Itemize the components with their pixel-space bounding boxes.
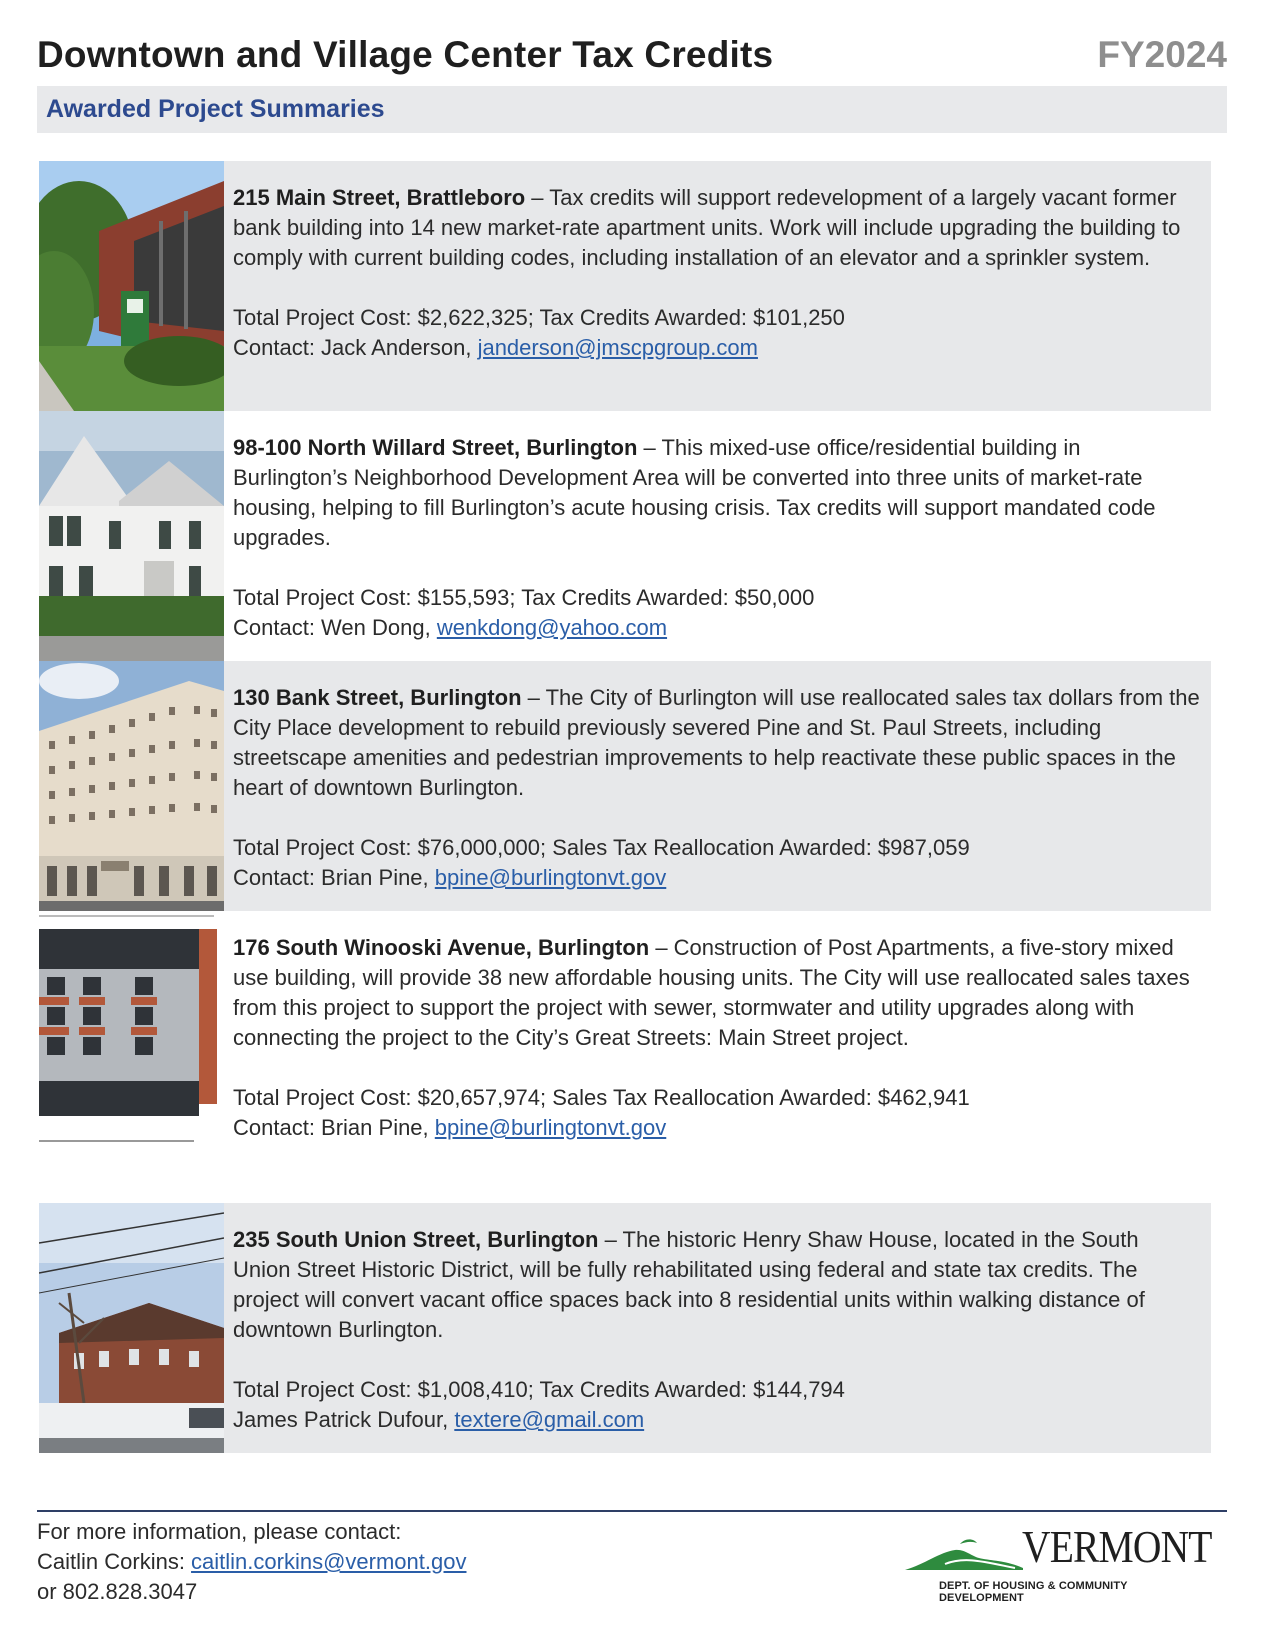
project-description: – This mixed-use office/residential building in Burlington’s Neighborhood Development Area will be converted into three units of market-rate housing, helping to fill Burlington’s acute housing crisis. Tax credits will support mandated code upgrades.: [233, 435, 1156, 550]
contact-name: Contact: Brian Pine,: [233, 865, 435, 890]
subtitle-bar: [37, 86, 1227, 133]
project-description: – Tax credits will support redevelopment of a largely vacant former bank building into 14 new market-rate apartment units. Work will include upgrading the building to comply with current building codes, including installation of an elevator and a sprinkler system.: [233, 185, 1181, 270]
project-address: 98-100 North Willard Street, Burlington: [233, 435, 638, 460]
project-description: – The City of Burlington will use reallocated sales tax dollars from the City Place development to rebuild previously severed Pine and St. Paul Streets, including streetscape amenities and pedestrian improvements to help reactivate these public spaces in the heart of downtown Burlington.: [233, 685, 1200, 800]
fiscal-year-label: FY2024: [1097, 34, 1227, 75]
contact-email-link[interactable]: textere@gmail.com: [454, 1407, 645, 1432]
contact-email-link[interactable]: wenkdong@yahoo.com: [436, 615, 668, 640]
project-card-south-winooski: [39, 911, 1211, 1191]
project-stats: Total Project Cost: $155,593; Tax Credits Awarded: $50,000: [233, 585, 815, 610]
footer-phone: or 802.828.3047: [37, 1579, 198, 1604]
contact-email-link[interactable]: bpine@burlingtonvt.gov: [434, 1115, 667, 1140]
project-stats: Total Project Cost: $20,657,974; Sales Tax Reallocation Awarded: $462,941: [233, 1085, 970, 1110]
document-title: Downtown and Village Center Tax Credits: [37, 34, 774, 75]
project-text: [233, 683, 1201, 893]
mountain-logo-icon: [905, 1534, 1023, 1574]
contact-email-link[interactable]: bpine@burlingtonvt.gov: [434, 865, 667, 890]
logo-department-subtitle: DEPT. OF HOUSING & COMMUNITY DEVELOPMENT: [939, 1580, 1128, 1604]
project-contact: [233, 1113, 1201, 1143]
footer-contact-name: Caitlin Corkins:: [37, 1549, 192, 1574]
project-contact: [233, 863, 1201, 893]
footer-email-link[interactable]: caitlin.corkins@vermont.gov: [191, 1549, 467, 1574]
project-address: 235 South Union Street, Burlington: [233, 1227, 599, 1252]
vermont-dhcd-logo: [905, 1520, 1215, 1604]
project-stats: Total Project Cost: $76,000,000; Sales Tax Reallocation Awarded: $987,059: [233, 835, 970, 860]
project-text: [233, 1225, 1201, 1435]
project-contact: [233, 1405, 1201, 1435]
footer-divider: [37, 1510, 1227, 1512]
project-card-bank-street: [39, 661, 1211, 911]
project-card-north-willard: [39, 411, 1211, 661]
project-photo-city-place-rendering: [39, 661, 224, 911]
project-photo-post-apartments-elevation: [39, 911, 224, 1191]
footer-intro: For more information, please contact:: [37, 1519, 402, 1544]
project-stats: Total Project Cost: $2,622,325; Tax Credits Awarded: $101,250: [233, 305, 845, 330]
logo-wordmark: VERMONT: [1022, 1521, 1212, 1572]
project-photo-henry-shaw-house: [39, 1203, 224, 1453]
project-description: – Construction of Post Apartments, a five-story mixed use building, will provide 38 new affordable housing units. The City will use reallocated sales taxes from this project to support the project with sewer, stormwater and utility upgrades along with connecting the project to the City’s Great Streets: Main Street project.: [233, 935, 1190, 1050]
project-stats: Total Project Cost: $1,008,410; Tax Credits Awarded: $144,794: [233, 1377, 845, 1402]
contact-email-link[interactable]: janderson@jmscpgroup.com: [477, 335, 758, 360]
project-card-brattleboro: [39, 161, 1211, 411]
project-text: [233, 933, 1201, 1143]
footer-contact: [37, 1517, 657, 1607]
project-photo-white-house: [39, 411, 224, 661]
page-header: [37, 30, 1227, 80]
project-address: 130 Bank Street, Burlington: [233, 685, 522, 710]
project-card-south-union: [39, 1203, 1211, 1453]
project-contact: [233, 333, 1201, 363]
contact-name: Contact: Jack Anderson,: [233, 335, 478, 360]
contact-name: Contact: Brian Pine,: [233, 1115, 435, 1140]
contact-name: James Patrick Dufour,: [233, 1407, 455, 1432]
project-contact: [233, 613, 1201, 643]
project-description: – The historic Henry Shaw House, located in the South Union Street Historic District, will be fully rehabilitated using federal and state tax credits. The project will convert vacant office spaces back into 8 residential units within walking distance of downtown Burlington.: [233, 1227, 1145, 1342]
project-photo-bank-building: [39, 161, 224, 411]
contact-name: Contact: Wen Dong,: [233, 615, 437, 640]
project-text: [233, 433, 1201, 643]
project-address: 215 Main Street, Brattleboro: [233, 185, 526, 210]
section-subtitle: Awarded Project Summaries: [46, 95, 385, 123]
project-address: 176 South Winooski Avenue, Burlington: [233, 935, 650, 960]
project-text: [233, 183, 1201, 363]
